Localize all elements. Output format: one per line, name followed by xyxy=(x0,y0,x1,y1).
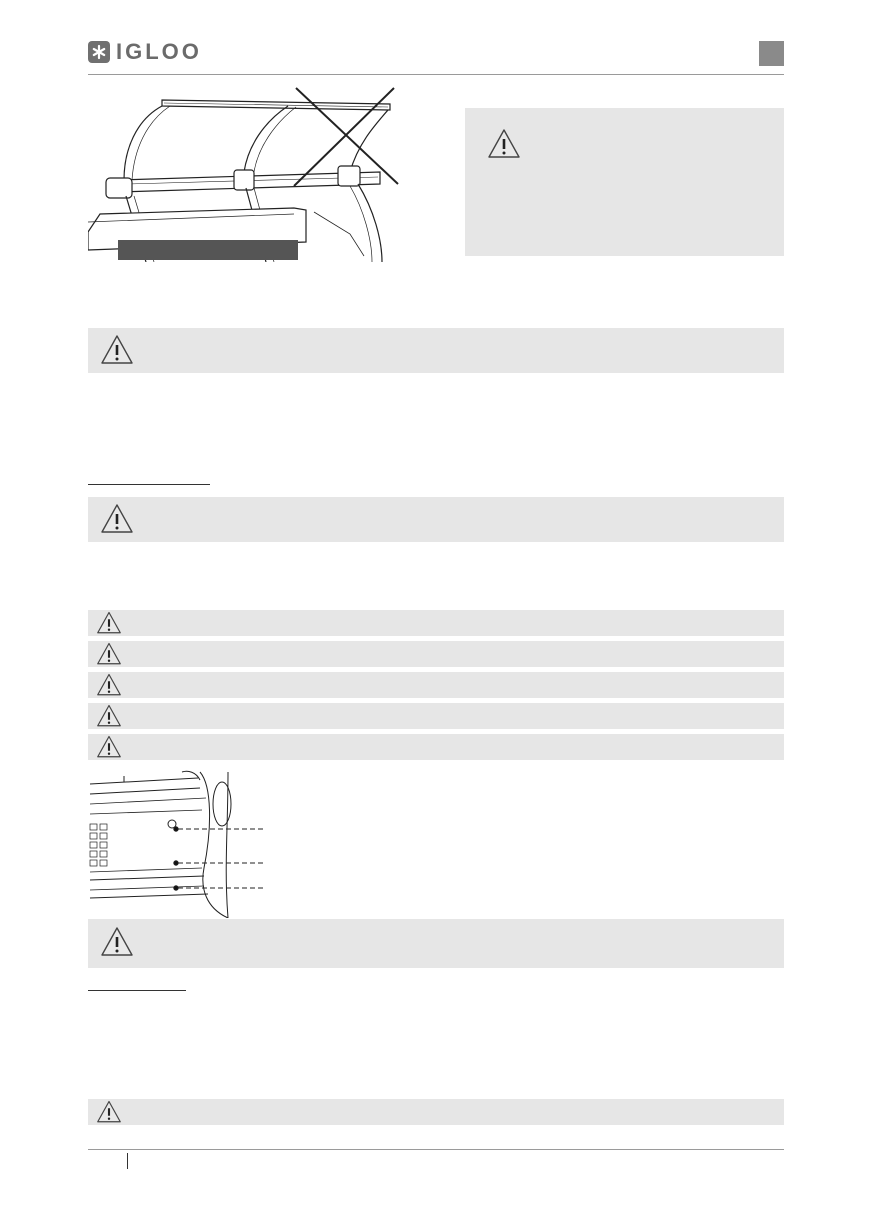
warning-bar-small xyxy=(88,641,784,667)
warning-bar-small xyxy=(88,734,784,760)
warning-triangle-icon xyxy=(96,642,122,671)
display-case-interior-detail-illustration xyxy=(88,768,268,918)
brand-name: IGLOO xyxy=(116,39,202,64)
warning-triangle-icon xyxy=(96,735,122,764)
brand-logo xyxy=(88,41,202,63)
warning-triangle-icon xyxy=(96,704,122,733)
warning-bar xyxy=(88,497,784,542)
warning-triangle-icon xyxy=(96,673,122,702)
warning-triangle-icon xyxy=(96,611,122,640)
warning-panel xyxy=(465,108,784,256)
warning-triangle-icon xyxy=(100,926,134,963)
asterisk-icon xyxy=(88,41,110,63)
warning-triangle-icon xyxy=(100,334,134,371)
warning-bar-small xyxy=(88,1099,784,1125)
section-heading-underline xyxy=(88,990,186,991)
warning-bar xyxy=(88,328,784,373)
warning-bar-small xyxy=(88,672,784,698)
warning-bar xyxy=(88,919,784,968)
warning-triangle-icon xyxy=(487,128,521,165)
display-case-canopy-illustration xyxy=(88,80,418,262)
warning-triangle-icon xyxy=(96,1100,122,1129)
warning-triangle-icon xyxy=(100,503,134,540)
warning-bar-small xyxy=(88,610,784,636)
footer-divider xyxy=(88,1149,784,1150)
header-divider xyxy=(88,74,784,75)
section-heading-underline xyxy=(88,484,210,485)
page-section-marker xyxy=(759,41,784,66)
page-number-separator xyxy=(127,1153,128,1169)
warning-bar-small xyxy=(88,703,784,729)
